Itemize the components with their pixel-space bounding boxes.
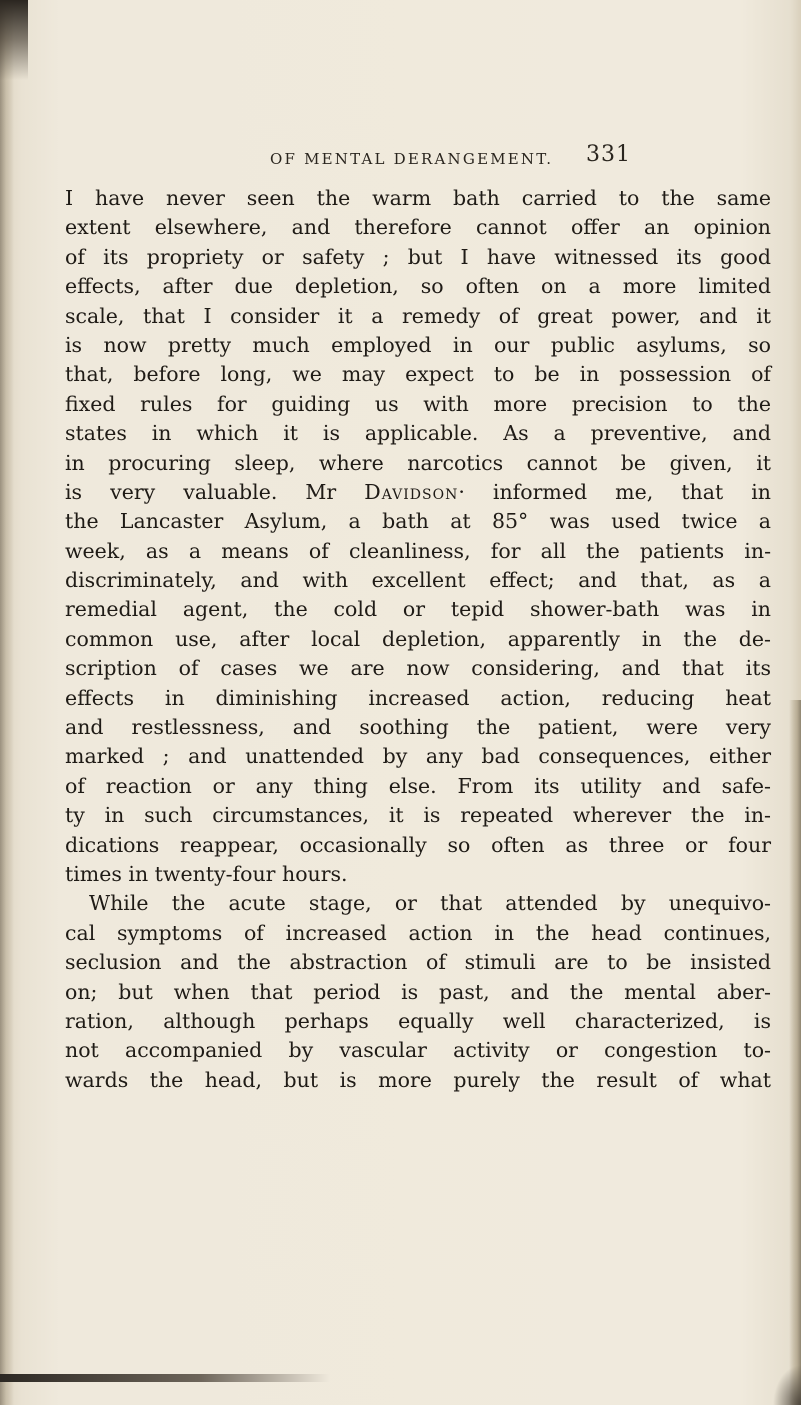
line-end: · informed me, that in (458, 479, 771, 504)
text-line: is now pretty much employed in our public asylums, so (65, 332, 771, 357)
text-line: in procuring sleep, where narcotics cannot be given, it (65, 450, 771, 475)
binding-edge (0, 0, 14, 1405)
text-line: that, before long, we may expect to be in possession of (65, 362, 771, 387)
text-line: extent elsewhere, and therefore cannot offer an opinion (65, 215, 771, 240)
text-line: effects in diminishing increased action, reducing heat (65, 685, 771, 710)
corner-shadow (773, 1365, 801, 1405)
text-line-with-name (65, 478, 771, 507)
text-line: scription of cases we are now considering, and that its (65, 656, 771, 681)
text-line: fixed rules for guiding us with more precision to the (65, 391, 771, 416)
text-line: on; but when that period is past, and the mental aber- (65, 979, 771, 1004)
text-line: of its propriety or safety ; but I have witnessed its good (65, 244, 771, 269)
text-line: seclusion and the abstraction of stimuli are to be insisted (65, 950, 771, 975)
bottom-shadow-rule (0, 1374, 330, 1382)
text-line: effects, after due depletion, so often on a more limited (65, 274, 771, 299)
text-line: I have never seen the warm bath carried to the same (65, 186, 771, 210)
text-line: marked ; and unattended by any bad consequences, either (65, 744, 771, 769)
text-line: wards the head, but is more purely the result of what (65, 1067, 771, 1092)
line-start: is very valuable. Mr (65, 479, 337, 504)
person-name: Davidson (364, 479, 459, 504)
text-line: scale, that I consider it a remedy of great power, and it (65, 303, 771, 328)
text-line: ration, although perhaps equally well characterized, is (65, 1008, 771, 1033)
body-text (65, 184, 771, 1095)
text-line: dications reappear, occasionally so often as three or four (65, 832, 771, 857)
text-line: not accompanied by vascular activity or congestion to- (65, 1038, 771, 1063)
text-line: While the acute stage, or that attended by unequivo- (89, 891, 771, 916)
page-number: 331 (586, 142, 631, 167)
text-line: the Lancaster Asylum, a bath at 85° was used twice a (65, 509, 771, 534)
text-line: common use, after local depletion, apparently in the de- (65, 626, 771, 651)
text-line: discriminately, and with excellent effect; and that, as a (65, 568, 771, 593)
page-right-edge (789, 700, 801, 1405)
text-line: states in which it is applicable. As a preventive, and (65, 421, 771, 446)
text-line: of reaction or any thing else. From its utility and safe- (65, 773, 771, 798)
running-head: OF MENTAL DERANGEMENT. (270, 150, 554, 168)
text-line: and restlessness, and soothing the patient, were very (65, 715, 771, 740)
text-line: times in twenty-four hours. (65, 861, 348, 886)
page-header (270, 140, 770, 174)
text-line: ty in such circumstances, it is repeated wherever the in- (65, 803, 771, 828)
text-line: week, as a means of cleanliness, for all the patients in- (65, 538, 771, 563)
spine-shadow (0, 0, 28, 80)
text-line: remedial agent, the cold or tepid shower-bath was in (65, 597, 771, 622)
text-line: cal symptoms of increased action in the head continues, (65, 920, 771, 945)
